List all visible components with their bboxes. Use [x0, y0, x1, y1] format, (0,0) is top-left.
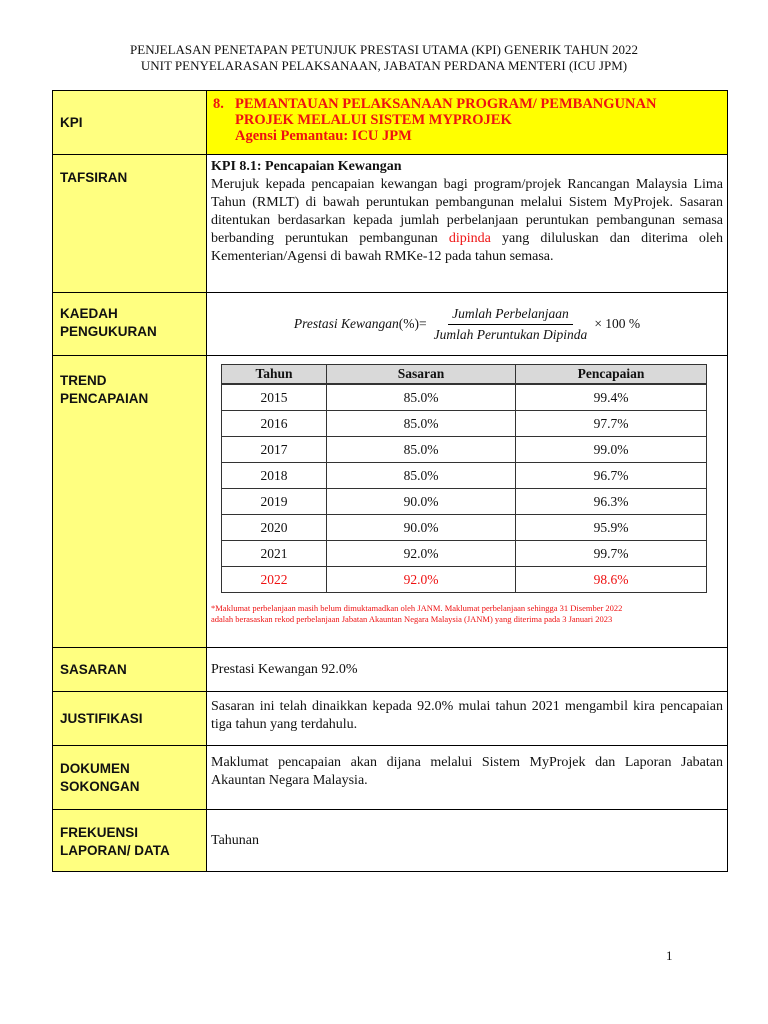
kpi-title — [207, 91, 727, 148]
kpi-title-line-1: PEMANTAUAN PELAKSANAAN PROGRAM/ PEMBANGUNAN — [235, 96, 657, 112]
trend-header-sasaran: Sasaran — [327, 365, 516, 385]
frekuensi-text: Tahunan — [211, 832, 260, 848]
row-frekuensi — [53, 810, 728, 872]
document-header — [0, 42, 768, 74]
header-line-2: UNIT PENYELARASAN PELAKSANAAN, JABATAN PERDANA MENTERI (ICU JPM) — [140, 58, 628, 73]
formula-unit: (%)= — [398, 316, 427, 331]
page-number: 1 — [666, 948, 673, 963]
row-justifikasi — [53, 692, 728, 746]
row-sasaran — [53, 648, 728, 692]
formula-denominator: Jumlah Peruntukan Dipinda — [433, 326, 588, 342]
row-kpi — [53, 91, 728, 155]
label-kaedah: KAEDAH PENGUKURAN — [53, 293, 207, 356]
kpi-number: 8. — [213, 96, 224, 112]
formula — [207, 293, 727, 355]
formula-fraction — [430, 305, 592, 344]
tafsiran-red-word: dipinda — [448, 231, 491, 246]
table-row: 2016 85.0% 97.7% — [222, 411, 707, 437]
label-trend: TREND PENCAPAIAN — [53, 356, 207, 648]
kpi-table — [52, 90, 728, 872]
header-line-1: PENJELASAN PENETAPAN PETUNJUK PRESTASI UTAMA (KPI) GENERIK TAHUN 2022 — [130, 42, 638, 57]
kpi-title-line-2: PROJEK MELALUI SISTEM MYPROJEK — [235, 112, 512, 128]
label-sasaran: SASARAN — [53, 648, 207, 692]
row-tafsiran — [53, 155, 728, 293]
table-row: 2019 90.0% 96.3% — [222, 489, 707, 515]
table-row-highlight: 2022 92.0% 98.6% — [222, 567, 707, 593]
sasaran-text: Prestasi Kewangan 92.0% — [211, 661, 358, 677]
table-row: 2017 85.0% 99.0% — [222, 437, 707, 463]
row-kaedah — [53, 293, 728, 356]
trend-header-pencapaian: Pencapaian — [516, 365, 707, 385]
dokumen-text: Maklumat pencapaian akan dijana melalui Sistem MyProjek dan Laporan Jabatan Akauntan Negara Malaysia. — [211, 755, 723, 788]
label-kpi: KPI — [53, 91, 207, 155]
row-trend — [53, 356, 728, 648]
formula-numerator: Jumlah Perbelanjaan — [448, 305, 573, 325]
justifikasi-text: Sasaran ini telah dinaikkan kepada 92.0% mulai tahun 2021 mengambil kira pencapaian tiga tahun yang terdahulu. — [211, 699, 723, 732]
table-row: 2018 85.0% 96.7% — [222, 463, 707, 489]
tafsiran-content — [207, 155, 727, 272]
trend-note: *Maklumat perbelanjaan masih belum dimuktamadkan oleh JANM. Maklumat perbelanjaan sehingga 31 Disember 2022 adalah berasaskan rekod perbelanjaan Jabatan Akauntan Negara Malaysia (JANM) yang diterima pada 3 Januari 2023 — [211, 603, 623, 624]
trend-header-tahun: Tahun — [222, 365, 327, 385]
label-dokumen: DOKUMEN SOKONGAN — [53, 746, 207, 810]
tafsiran-text: Merujuk kepada pencapaian kewangan bagi program/projek Rancangan Malaysia Lima Tahun (RMLT) di bawah peruntukan pembangunan melalui Sistem MyProjek. Sasaran ditentukan berdasarkan kepada jumlah perbelanjaan peruntukan pembangunan semasa berbanding peruntukan pembangunan dipinda yang diluluskan dan diterima oleh Kementerian/Agensi di bawah RMKe-12 pada tahun semasa. — [211, 177, 724, 264]
table-row: 2020 90.0% 95.9% — [222, 515, 707, 541]
row-dokumen — [53, 746, 728, 810]
formula-lhs: Prestasi Kewangan — [293, 316, 399, 331]
table-row: 2015 85.0% 99.4% — [222, 384, 707, 411]
formula-multiplier: × 100 % — [594, 316, 641, 331]
label-frekuensi: FREKUENSI LAPORAN/ DATA — [53, 810, 207, 872]
kpi-agency: Agensi Pemantau: ICU JPM — [235, 128, 412, 144]
label-justifikasi: JUSTIFIKASI — [53, 692, 207, 746]
tafsiran-subtitle: KPI 8.1: Pencapaian Kewangan — [211, 159, 402, 174]
trend-table — [221, 364, 707, 593]
table-row: 2021 92.0% 99.7% — [222, 541, 707, 567]
label-tafsiran: TAFSIRAN — [53, 155, 207, 293]
